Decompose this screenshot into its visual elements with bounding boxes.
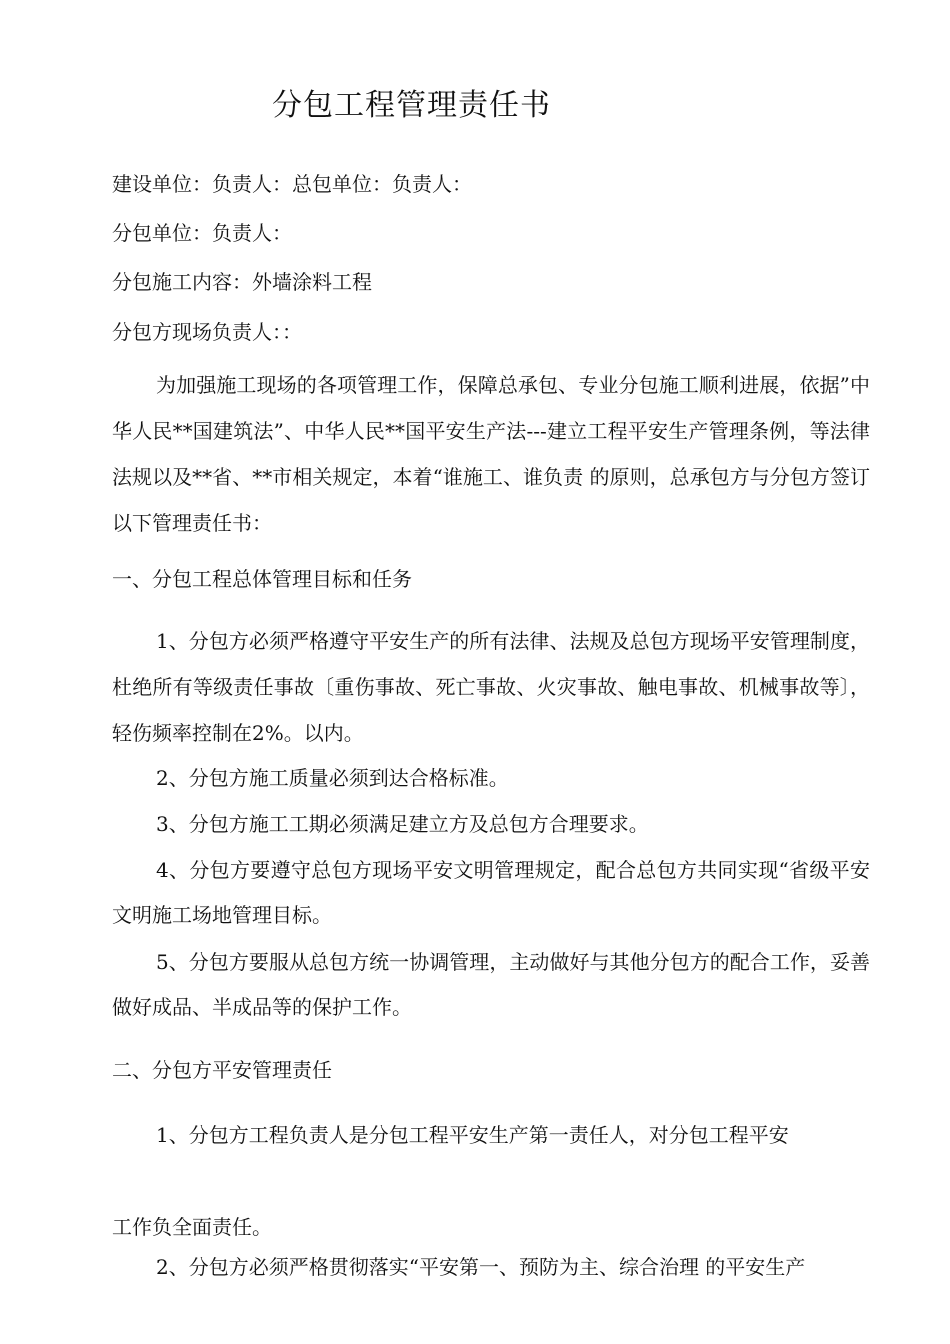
section-1-item-3: 3、分包方施工工期必须满足建立方及总包方合理要求。 — [156, 812, 649, 836]
section-2-item-1-continued: 工作负全面责任。 — [112, 1215, 272, 1239]
header-line-work-content: 分包施工内容：外墙涂料工程 — [112, 270, 372, 294]
document-title: 分包工程管理责任书 — [272, 88, 551, 123]
section-2-item-1: 1、分包方工程负责人是分包工程平安生产第一责任人，对分包工程平安 — [156, 1123, 789, 1147]
header-line-site-manager: 分包方现场负责人：： — [112, 320, 302, 344]
section-1-item-2: 2、分包方施工质量必须到达合格标准。 — [156, 766, 509, 790]
section-2-item-2: 2、分包方必须严格贯彻落实“平安第一、预防为主、综合治理 的平安生产 — [156, 1255, 806, 1279]
section-1-item-5: 5、分包方要服从总包方统一协调管理，主动做好与其他分包方的配合工作，妥善做好成品、半成品等的保护工作。 — [112, 950, 870, 1019]
section-1-heading: 一、分包工程总体管理目标和任务 — [112, 567, 412, 591]
header-line-construction-unit: 建设单位：负责人：总包单位：负责人： — [112, 172, 472, 196]
intro-paragraph: 为加强施工现场的各项管理工作，保障总承包、专业分包施工顺利进展，依据”中华人民**国建筑法”、中华人民**国平安生产法---建立工程平安生产管理条例，等法律法规以及**省、**市相关规定，本着“谁施工、谁负责 的原则，总承包方与分包方签订以下管理责任书： — [112, 373, 870, 535]
section-1-item-1: 1、分包方必须严格遵守平安生产的所有法律、法规及总包方现场平安管理制度，杜绝所有等级责任事故〔重伤事故、死亡事故、火灾事故、触电事故、机械事故等〕，轻伤频率控制在2%。以内。 — [112, 629, 870, 745]
section-2-heading: 二、分包方平安管理责任 — [112, 1058, 332, 1082]
section-1-item-4: 4、分包方要遵守总包方现场平安文明管理规定，配合总包方共同实现“省级平安文明施工场地管理目标。 — [112, 858, 870, 927]
header-line-subcontract-unit: 分包单位：负责人： — [112, 221, 292, 245]
